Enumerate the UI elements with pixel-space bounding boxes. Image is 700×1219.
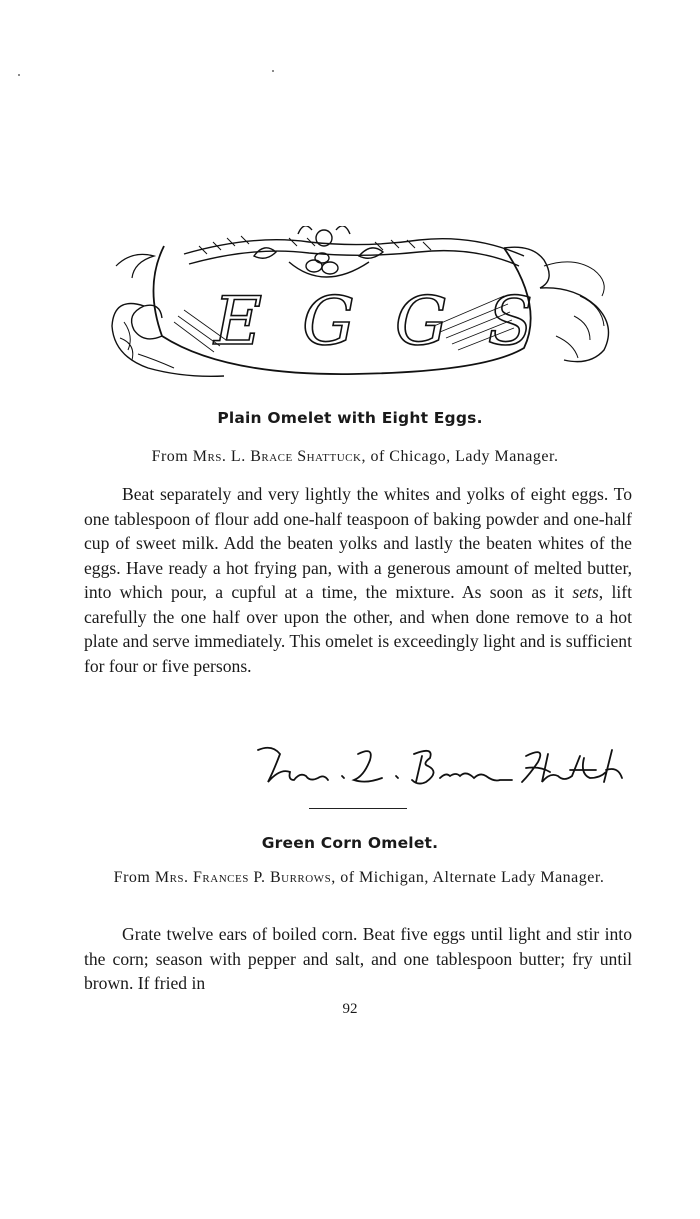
recipe-heading: Green Corn Omelet. (261, 834, 439, 852)
banner-title: EGGS (214, 283, 573, 360)
section-divider (309, 808, 407, 809)
handwritten-signature (250, 742, 630, 794)
speck (272, 70, 274, 72)
attribution-author: Mrs. Frances P. Burrows (154, 869, 332, 886)
recipe-heading: Plain Omelet with Eight Eggs. (217, 409, 483, 427)
recipe-attribution (0, 448, 700, 466)
attribution-author: Mrs. L. Brace Shattuck (192, 448, 362, 465)
eggs-banner-illustration (104, 226, 624, 386)
page-number: 92 (342, 1001, 358, 1017)
attribution-suffix: , of Michigan, Alternate Lady Manager. (331, 869, 605, 886)
recipe-attribution (84, 867, 634, 888)
recipe-body: Grate twelve ears of boiled corn. Beat five eggs until light and stir into the corn; season with pepper and salt, and one tablespoon butter; fry until brown. If fried in (84, 924, 632, 993)
speck (18, 74, 20, 76)
attribution-suffix: , of Chicago, Lady Manager. (361, 448, 559, 465)
emphasis: sets (572, 582, 599, 602)
attribution-prefix: From (151, 448, 189, 465)
recipe-body: Beat separately and very lightly the whites and yolks of eight eggs. To one tablespoon of flour add one-half teaspoon of baking powder and one-half cup of sweet milk. Add the beaten yolks and lastly the beaten whites of the eggs. Have ready a hot frying pan, with a generous amount of melted butter, into which pour, a cupful at a time, the mixture. As soon as it sets, lift carefully the one half over upon the other, and when done remove to a hot plate and serve immediately. This omelet is exceedingly light and is sufficient for four or five persons. (84, 484, 632, 676)
attribution-prefix: From (113, 869, 151, 886)
